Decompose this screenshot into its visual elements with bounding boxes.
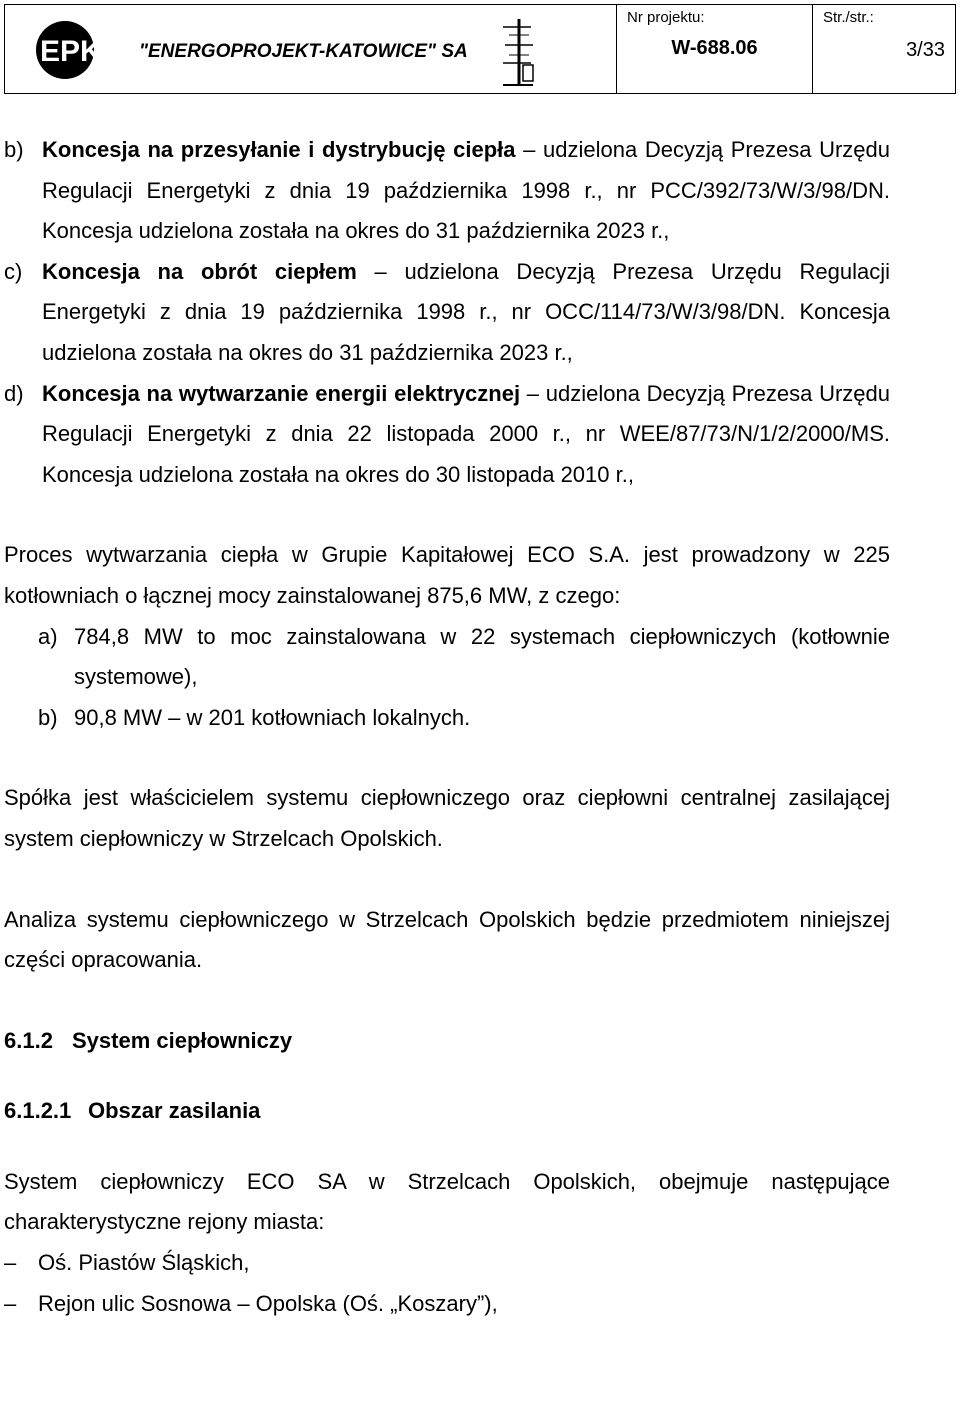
project-number-value: W-688.06 [671,37,758,59]
subsection-title: Obszar zasilania [88,1098,261,1124]
capacity-text: 784,8 MW to moc zainstalowana w 22 systemach ciepłowniczych (kotłownie systemowe), [74,623,890,690]
subsection-heading [4,1091,890,1132]
list-marker: b) [38,704,58,730]
dash-marker: – [4,1290,17,1316]
header-company-cell [5,5,617,93]
analysis-paragraph: Analiza systemu ciepłowniczego w Strzelcach Opolskich będzie przedmiotem niniejszej części opracowania. [4,906,890,973]
license-title: Koncesja na obrót ciepłem [42,258,357,284]
license-text: udzielona Decyzją Prezesa Urzędu Regulacji Energetyki z dnia 19 października 1998 r., nr PCC/392/73/W/3/98/DN. Koncesja udzielona została na okres do 31 października 2023 r., [42,137,890,244]
page-number: 3/33 [906,39,945,61]
district-item [4,1284,890,1325]
section-heading [4,1021,890,1062]
process-paragraph: Proces wytwarzania ciepła w Grupie Kapitałowej ECO S.A. jest prowadzony w 225 kotłowniach o łącznej mocy zainstalowanej 875,6 MW, z czego: [4,542,890,608]
list-marker: b) [4,137,24,162]
license-text: udzielona Decyzją Prezesa Urzędu Regulacji Energetyki z dnia 19 października 1998 r., nr OCC/114/73/W/3/98/DN. Koncesja udzielona została na okres do 31 października 2023 r., [42,258,890,365]
header-project-cell [617,5,813,93]
district-item [4,1243,890,1284]
district-text: Oś. Piastów Śląskich, [38,1250,250,1276]
header-page-cell [813,5,955,93]
list-marker: c) [4,258,23,284]
license-text: udzielona Decyzją Prezesa Urzędu Regulacji Energetyki z dnia 22 listopada 2000 r., nr WEE/87/73/N/1/2/2000/MS. Koncesja udzielona została na okres do 30 listopada 2010 r., [42,380,890,487]
section-title: System ciepłowniczy [72,1027,293,1053]
capacity-text: 90,8 MW – w 201 kotłowniach lokalnych. [74,704,471,730]
license-item-d: d) Koncesja na wytwarzanie energii elektrycznej – udzielona Decyzją Prezesa Urzędu Regulacji Energetyki z dnia 22 listopada 2000 r., nr WEE/87/73/N/1/2/2000/MS. Koncesja udzielona została na okres do 30 listopada 2010 r., [4,374,890,496]
document-body [4,130,890,1324]
transmission-tower-icon [489,15,543,87]
capacity-item [4,698,890,739]
company-name: "ENERGOPROJEKT-KATOWICE" SA [139,41,468,62]
dash-marker: – [4,1250,17,1276]
document-header [4,4,956,94]
license-item-b: b) Koncesja na przesyłanie i dystrybucję ciepła – udzielona Decyzją Prezesa Urzędu Regulacji Energetyki z dnia 19 października 1998 r., nr PCC/392/73/W/3/98/DN. Koncesja udzielona została na okres do 31 października 2023 r., [4,130,890,252]
list-marker: d) [4,380,24,406]
section-number: 6.1.2 [4,1027,53,1053]
license-title: Koncesja na wytwarzanie energii elektrycznej [42,380,521,406]
area-paragraph: System ciepłowniczy ECO SA w Strzelcach Opolskich, obejmuje następujące charakterystyczne rejony miasta: [4,1168,890,1235]
district-text: Rejon ulic Sosnowa – Opolska (Oś. „Koszary”), [38,1290,498,1316]
list-marker: a) [38,623,58,649]
epk-logo-icon [35,19,121,81]
subsection-number: 6.1.2.1 [4,1098,72,1124]
logo-text: EPK [40,35,102,68]
license-title: Koncesja na przesyłanie i dystrybucję ciepła [42,137,516,162]
page-label: Str./str.: [823,9,874,26]
project-number-label: Nr projektu: [627,9,705,26]
license-item-c: c) Koncesja na obrót ciepłem – udzielona Decyzją Prezesa Urzędu Regulacji Energetyki z dnia 19 października 1998 r., nr OCC/114/73/W/3/98/DN. Koncesja udzielona została na okres do 31 października 2023 r., [4,252,890,374]
capacity-item [4,617,890,698]
ownership-paragraph: Spółka jest właścicielem systemu ciepłowniczego oraz ciepłowni centralnej zasilającej system ciepłowniczy w Strzelcach Opolskich. [4,785,890,851]
